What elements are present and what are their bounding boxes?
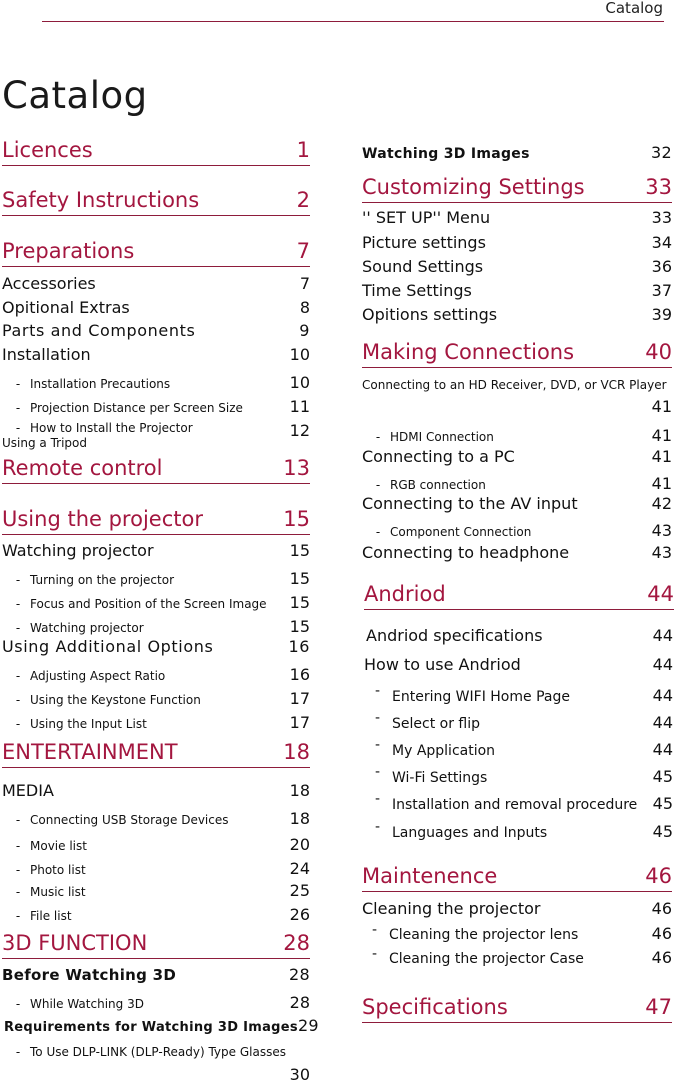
dash-icon: - [375,710,381,726]
dash-icon: - [372,922,378,938]
toc-entry-additional-options[interactable]: Using Additional Options 16 [2,637,310,656]
toc-subentry-wifi-settings[interactable]: Wi-Fi Settings 45 [392,767,673,786]
toc-entry-headphone[interactable]: Connecting to headphone 43 [362,543,672,562]
toc-section-maintenence[interactable]: Maintenence 46 [362,864,672,892]
toc-entry-installation[interactable]: Installation 10 [2,345,310,364]
toc-subentry-input-list[interactable]: - Using the Input List 17 [2,713,310,732]
toc-entry-how-to-use-andriod[interactable]: How to use Andriod 44 [364,655,673,674]
toc-entry-requirements-3d[interactable]: Requirements for Watching 3D Images 29 [4,1016,319,1035]
toc-entry-sound-settings[interactable]: Sound Settings 36 [362,257,672,276]
toc-subentry-dlp-link[interactable]: - To Use DLP-LINK (DLP-Ready) Type Glasses [2,1045,310,1059]
toc-entry-connecting-pc[interactable]: Connecting to a PC 41 [362,447,672,466]
page-title: Catalog [2,74,148,117]
dash-icon: - [375,737,381,753]
toc-section-making-connections[interactable]: Making Connections 40 [362,340,672,368]
toc-section-safety[interactable]: Safety Instructions 2 [2,188,310,216]
dash-icon: - [375,764,381,780]
toc-subentry-select-flip[interactable]: Select or flip 44 [392,713,673,732]
toc-entry-setup-menu[interactable]: '' SET UP'' Menu 33 [362,208,672,227]
toc-section-using-projector[interactable]: Using the projector 15 [2,507,310,535]
toc-subentry-component[interactable]: - Component Connection 43 [362,521,672,540]
toc-entry-watching-3d-images[interactable]: Watching 3D Images 32 [362,143,672,162]
toc-subentry-watching[interactable]: - Watching projector 15 [2,617,310,636]
toc-section-preparations[interactable]: Preparations 7 [2,239,310,267]
toc-subentry-wifi-home[interactable]: Entering WIFI Home Page 44 [392,686,673,705]
toc-entry-optional-extras[interactable]: Opitional Extras 8 [2,298,310,317]
toc-subentry-installation-removal[interactable]: Installation and removal procedure 45 [392,794,673,813]
toc-section-specifications[interactable]: Specifications 47 [362,995,672,1023]
toc-entry-accessories[interactable]: Accessories 7 [2,274,310,293]
dash-icon: - [372,946,378,962]
toc-subentry-cleaning-lens[interactable]: Cleaning the projector lens 46 [389,924,672,943]
toc-entry-options-settings[interactable]: Opitions settings 39 [362,305,672,324]
dash-icon: - [375,683,381,699]
toc-subentry-aspect-ratio[interactable]: - Adjusting Aspect Ratio 16 [2,665,310,684]
toc-subentry-movie-list[interactable]: - Movie list 20 [2,835,310,854]
toc-entry-parts[interactable]: Parts and Components 9 [2,321,310,340]
toc-subentry-file-list[interactable]: - File list 26 [2,905,310,924]
toc-subentry-rgb[interactable]: - RGB connection 41 [362,474,672,493]
toc-subentry-cleaning-case[interactable]: Cleaning the projector Case 46 [389,948,672,967]
toc-entry-media[interactable]: MEDIA 18 [2,781,310,800]
toc-subentry-languages-inputs[interactable]: Languages and Inputs 45 [392,822,673,841]
toc-page-dlp-link: 30 [289,1065,310,1084]
toc-section-customizing[interactable]: Customizing Settings 33 [362,175,672,203]
toc-entry-time-settings[interactable]: Time Settings 37 [362,281,672,300]
toc-subentry-usb[interactable]: - Connecting USB Storage Devices 18 [2,809,310,828]
toc-entry-av-input[interactable]: Connecting to the AV input 42 [362,494,672,513]
dash-icon: - [375,819,381,835]
toc-entry-andriod-specifications[interactable]: Andriod specifications 44 [366,626,673,645]
toc-subentry-turning-on[interactable]: - Turning on the projector 15 [2,569,310,588]
toc-page-hd-receiver: 41 [651,397,672,416]
toc-section-licences[interactable]: Licences 1 [2,138,310,166]
toc-subentry-installation-precautions[interactable]: - Installation Precautions 10 [2,373,310,392]
toc-subentry-while-3d[interactable]: - While Watching 3D 28 [2,993,310,1012]
toc-subentry-keystone[interactable]: - Using the Keystone Function 17 [2,689,310,708]
toc-entry-watching-projector[interactable]: Watching projector 15 [2,541,310,560]
toc-entry-before-3d[interactable]: Before Watching 3D 28 [2,965,310,984]
toc-section-entertainment[interactable]: ENTERTAINMENT 18 [2,740,310,768]
toc-subentry-projection-distance[interactable]: - Projection Distance per Screen Size 11 [2,397,310,416]
toc-entry-picture-settings[interactable]: Picture settings 34 [362,233,672,252]
toc-subentry-focus-position[interactable]: - Focus and Position of the Screen Image 15 [2,593,310,612]
toc-subentry-photo-list[interactable]: - Photo list 24 [2,859,310,878]
toc-subentry-tripod[interactable]: - How to Install the Projector Using a Tripod 12 [2,421,310,451]
running-header: Catalog [605,0,663,17]
toc-subentry-hdmi[interactable]: - HDMI Connection 41 [362,426,672,445]
toc-subentry-my-application[interactable]: My Application 44 [392,740,673,759]
toc-section-remote-control[interactable]: Remote control 13 [2,456,310,484]
dash-icon: - [375,791,381,807]
toc-subentry-music-list[interactable]: - Music list 25 [2,881,310,900]
toc-entry-hd-receiver[interactable]: Connecting to an HD Receiver, DVD, or VCR Player [362,378,667,392]
header-rule [42,21,664,22]
toc-section-3d-function[interactable]: 3D FUNCTION 28 [2,931,310,959]
toc-section-andriod[interactable]: Andriod 44 [364,582,674,610]
toc-entry-cleaning[interactable]: Cleaning the projector 46 [362,899,672,918]
